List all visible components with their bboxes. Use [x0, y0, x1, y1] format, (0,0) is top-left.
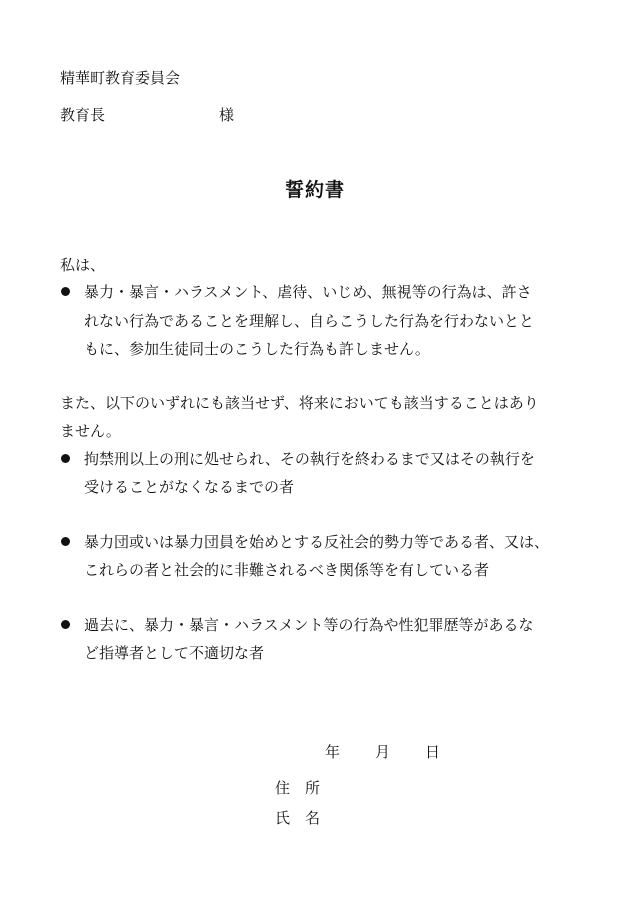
bullet-icon — [61, 620, 70, 629]
date-day-label: 日 — [425, 743, 441, 761]
bullet-icon — [61, 454, 70, 463]
recipient-honorific: 様 — [219, 106, 235, 124]
date-year-label: 年 — [325, 743, 341, 761]
condition-line: 受けることがなくなるまでの者 — [84, 478, 295, 496]
intro-text: 私は、 — [60, 256, 106, 274]
condition-line: 拘禁刑以上の刑に処せられ、その執行を終わるまで又はその執行を — [84, 450, 535, 468]
bullet-icon — [61, 287, 70, 296]
condition-line: 過去に、暴力・暴言・ハラスメント等の行為や性犯罪歴等があるな — [84, 616, 534, 634]
condition-line: これらの者と社会的に非難されるべき関係等を有している者 — [84, 561, 490, 579]
address-label: 住 所 — [275, 779, 321, 797]
recipient-organization: 精華町教育委員会 — [60, 69, 181, 87]
declaration-line: ません。 — [60, 422, 121, 440]
pledge-line: 暴力・暴言・ハラスメント、虐待、いじめ、無視等の行為は、許さ — [84, 283, 532, 301]
pledge-line: もに、参加生徒同士のこうした行為も許しません。 — [84, 340, 430, 358]
condition-line: 暴力団或いは暴力団員を始めとする反社会的勢力等である者、又は、 — [84, 533, 550, 551]
bullet-icon — [61, 537, 70, 546]
document-title: 誓約書 — [284, 179, 345, 201]
declaration-line: また、以下のいずれにも該当せず、将来においても該当することはあり — [60, 394, 539, 412]
recipient-position: 教育長 — [60, 106, 106, 124]
condition-line: ど指導者として不適切な者 — [84, 644, 265, 662]
pledge-line: れない行為であることを理解し、自らこうした行為を行わないとと — [84, 312, 535, 330]
date-month-label: 月 — [375, 743, 391, 761]
name-label: 氏 名 — [275, 809, 321, 827]
